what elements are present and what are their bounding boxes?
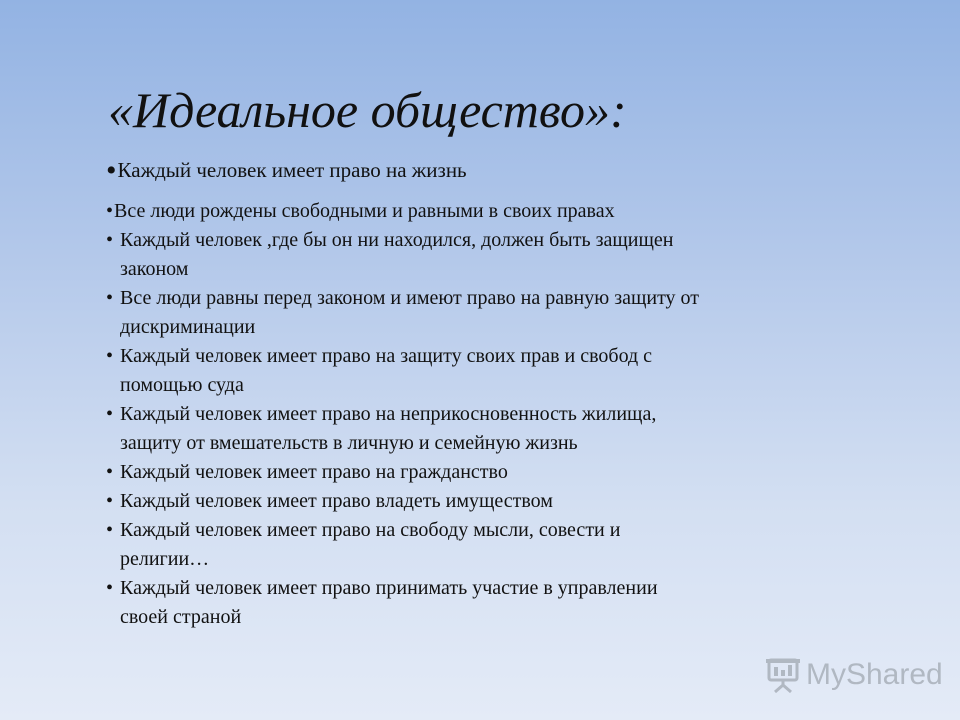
bullet-dot: • [106,345,114,367]
list-item [106,458,866,487]
bullet-dot: • [106,229,114,251]
bullet-dot: • [106,154,117,187]
list-item [106,342,866,400]
list-item-text: Каждый человек ,где бы он ни находился, должен быть защищен [120,229,674,251]
list-item-text: Каждый человек имеет право принимать участие в управлении [120,577,658,599]
bullet-dot: • [106,200,114,222]
myshared-watermark[interactable] [766,655,943,695]
list-item-continuation: защиту от вмешательств в личную и семейную жизнь [120,432,578,454]
rights-list [106,197,866,632]
list-item [106,284,866,342]
bullet-dot: • [106,577,114,599]
list-item-continuation: помощью суда [120,374,244,396]
list-item [106,487,866,516]
list-item-continuation: дискриминации [120,316,256,338]
list-item-text: Каждый человек имеет право на жизнь [117,158,467,182]
list-item [106,516,866,574]
list-item-first [106,156,467,185]
bullet-dot: • [106,461,114,483]
list-item [106,400,866,458]
list-item-continuation: своей страной [120,606,242,628]
bullet-dot: • [106,519,114,541]
list-item-continuation: законом [120,258,189,280]
list-item-continuation: религии… [120,548,210,570]
list-item [106,574,866,632]
list-item-text: Каждый человек имеет право на защиту своих прав и свобод с [120,345,653,367]
bullet-dot: • [106,403,114,425]
list-item-text: Каждый человек имеет право на свободу мысли, совести и [120,519,621,541]
list-item [106,226,866,284]
slide-title: «Идеальное общество»: [108,82,627,138]
list-item-text: Каждый человек имеет право владеть имуществом [120,490,553,512]
list-item-text: Каждый человек имеет право на гражданство [120,461,508,483]
list-item-text: Все люди рождены свободными и равными в своих правах [114,200,615,222]
bullet-dot: • [106,287,114,309]
list-item-text: Каждый человек имеет право на неприкосновенность жилища, [120,403,657,425]
list-item-text: Все люди равны перед законом и имеют право на равную защиту от [120,287,700,309]
list-item [106,197,866,226]
presentation-board-icon [766,657,800,693]
bullet-dot: • [106,490,114,512]
watermark-text: MyShared [806,658,943,691]
